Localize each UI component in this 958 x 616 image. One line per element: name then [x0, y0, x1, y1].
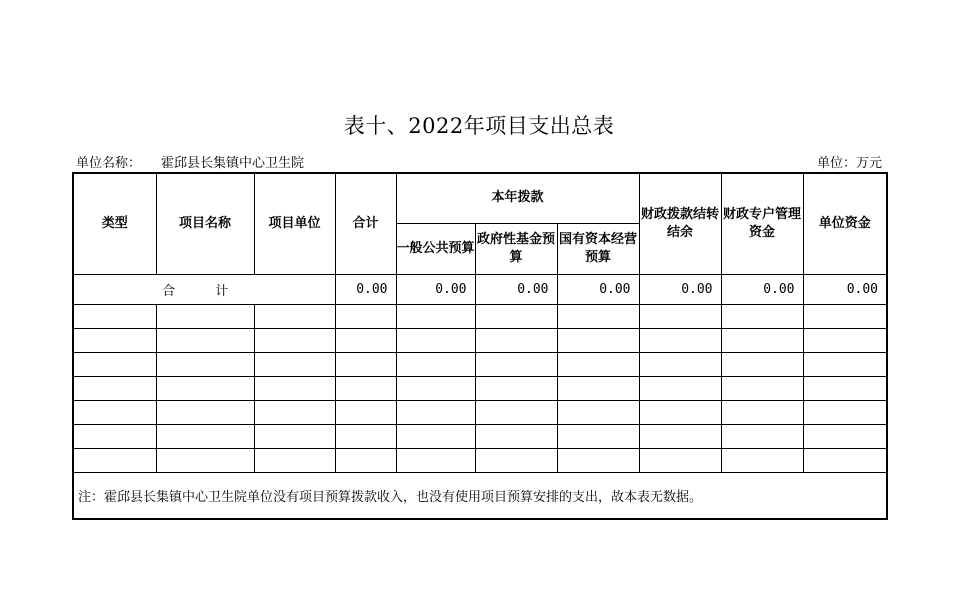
currency-unit: 单位：万元: [816, 156, 882, 171]
header-project-unit: 项目单位: [254, 173, 335, 274]
unit-name-value: 霍邱县长集镇中心卫生院: [161, 156, 305, 171]
header-type: 类型: [73, 173, 156, 274]
table-row: [73, 376, 887, 400]
total-cell: 0.00: [639, 274, 721, 304]
total-label: 合 计: [73, 274, 335, 304]
total-cell: 0.00: [335, 274, 396, 304]
header-total: 合计: [335, 173, 396, 274]
table-row: [73, 328, 887, 352]
project-expenditure-table: [72, 172, 888, 520]
table-row: [73, 352, 887, 376]
total-cell: 0.00: [557, 274, 639, 304]
header-current-year-allocation: 本年拨款: [396, 173, 639, 223]
total-row: [73, 274, 887, 304]
total-cell: 0.00: [475, 274, 557, 304]
header-government-fund-budget: 政府性基金预算: [475, 223, 557, 274]
header-fiscal-carryover: 财政拨款结转结余: [639, 173, 721, 274]
unit-name-label: 单位名称：: [76, 156, 142, 171]
table-note: 注：霍邱县长集镇中心卫生院单位没有项目预算拨款收入，也没有使用项目预算安排的支出，故本表无数据。: [73, 472, 887, 519]
total-cell: 0.00: [721, 274, 803, 304]
table-row: [73, 448, 887, 472]
table-row: [73, 424, 887, 448]
header-unit-fund: 单位资金: [803, 173, 887, 274]
total-cell: 0.00: [803, 274, 887, 304]
unit-name-line: [76, 152, 304, 171]
page-title: 表十、2022年项目支出总表: [343, 114, 615, 138]
header-special-fund: 财政专户管理资金: [721, 173, 803, 274]
total-cell: 0.00: [396, 274, 475, 304]
header-project-name: 项目名称: [156, 173, 254, 274]
table-row: [73, 304, 887, 328]
header-state-capital-budget: 国有资本经营预算: [557, 223, 639, 274]
table-row: [73, 400, 887, 424]
header-general-public-budget: 一般公共预算: [396, 223, 475, 274]
